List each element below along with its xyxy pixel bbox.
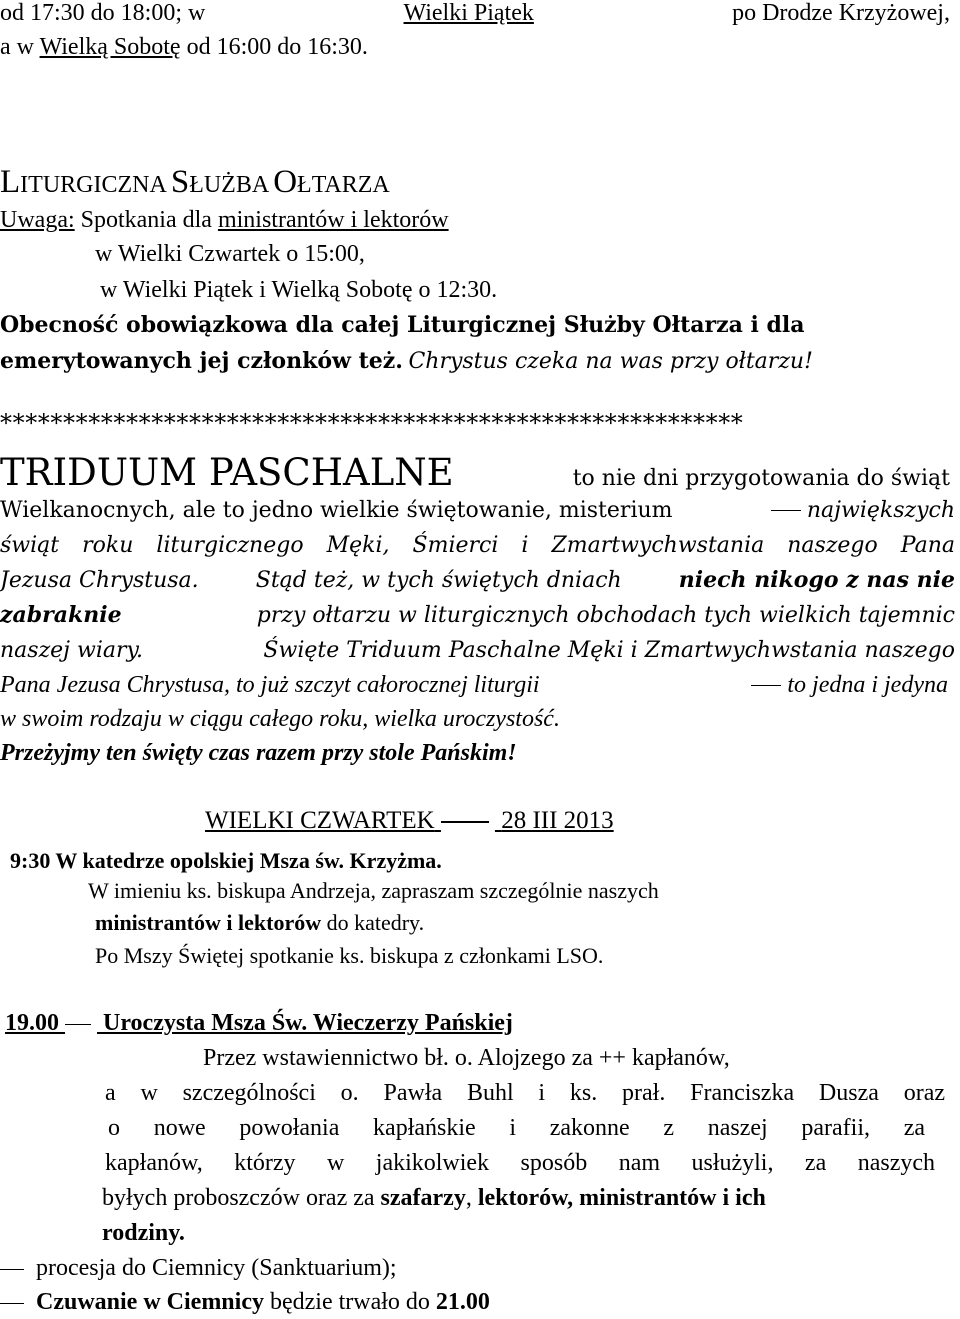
em-dash [751, 685, 781, 686]
text-segment: od 17:30 do 18:00; w [0, 0, 206, 26]
heading-date: 28 III 2013 [501, 807, 614, 834]
underlined-day: Wielki Piątek [403, 0, 534, 26]
after-mass-line: Po Mszy Świętej spotkanie ks. biskupa z członkami LSO. [95, 943, 604, 968]
text-segment: największych [806, 498, 955, 523]
heading-cap: O [273, 164, 298, 200]
text-segment: 21.00 [435, 1289, 490, 1315]
text-segment: niech nikogo z nas nie [678, 567, 955, 593]
intention-line-4: kapłanów, którzy w jakikolwiek sposób nam usłużyli, za naszych [105, 1150, 935, 1176]
intention-line-3: o nowe powołania kapłańskie i zakonne z naszej parafii, za [108, 1115, 925, 1141]
schedule-line-2 [0, 34, 368, 62]
text-segment: zabraknie [0, 602, 122, 628]
intention-line-1: Przez wstawiennictwo bł. o. Alojzego za ++ kapłanów, [203, 1045, 730, 1071]
chrism-mass-line: 9:30 W katedrze opolskiej Msza św. Krzyżma. [10, 848, 442, 873]
triduum-line-8: w swoim rodzaju w ciągu całego roku, wielka uroczystość. [0, 706, 560, 732]
text-segment: Czuwanie w Ciemnicy [36, 1289, 264, 1315]
text-segment: Jezusa Chrystusa. [0, 568, 199, 593]
text-segment: Stąd też, w tych świętych dniach [255, 568, 622, 593]
dash-group [751, 672, 948, 700]
text-segment: przy ołtarzu w liturgicznych obchodach tych wielkich tajemnic [256, 603, 955, 628]
lso-note [0, 207, 449, 235]
procession-line [0, 1255, 397, 1283]
text-segment: Wielkanocnych, ale to jedno wielkie świętowanie, misterium [0, 498, 673, 523]
text-segment: procesja do Ciemnicy (Sanktuarium); [36, 1255, 397, 1281]
text-segment: ministrantów i lektorów [95, 910, 322, 935]
triduum-line-5 [0, 603, 955, 628]
em-dash [771, 510, 801, 511]
text-segment: , [465, 1185, 472, 1211]
triduum-line-4 [0, 568, 955, 593]
triduum-title: TRIDUUM PASCHALNE [0, 451, 454, 494]
triduum-line-7 [0, 672, 948, 700]
vigil-line [0, 1289, 490, 1317]
christ-waits-text: Chrystus czeka na was przy ołtarzu! [408, 349, 813, 374]
heading-rest: ŁTARZA [297, 172, 390, 198]
note-link: ministrantów i lektorów [217, 207, 449, 233]
obligation-text: emerytowanych jej członków też. [0, 348, 403, 374]
text-segment: to jedna i jedyna [787, 672, 948, 698]
heading-text: WIELKI CZWARTEK [205, 807, 435, 834]
text-segment: to nie dni przygotowania do świąt [572, 466, 950, 491]
heading-cap: S [170, 164, 190, 200]
lso-heading [0, 164, 390, 202]
invite-line-2 [95, 910, 424, 935]
evening-time: 19.00 [5, 1010, 59, 1036]
note-text: Spotkania dla [80, 207, 212, 233]
evening-mass-heading [5, 1010, 513, 1038]
text-segment: naszej wiary. [0, 638, 143, 663]
text-segment: od 16:00 do 16:30. [186, 34, 368, 60]
text-segment: po Drodze Krzyżowej, [732, 0, 950, 26]
em-dash [65, 1024, 91, 1025]
text-segment: lektorów, ministrantów i ich [477, 1185, 766, 1211]
text-segment: a w [0, 34, 34, 60]
obligation-line-2 [0, 348, 813, 374]
meeting-friday-saturday: w Wielki Piątek i Wielką Sobotę o 12:30. [100, 277, 498, 303]
triduum-closing: Przeżyjmy ten święty czas razem przy stole Pańskim! [0, 740, 517, 766]
dash-group [771, 498, 955, 523]
dash-bullet [0, 1303, 24, 1304]
intention-line-2: a w szczególności o. Pawła Buhl i ks. prał. Franciszka Dusza oraz [105, 1080, 945, 1106]
text-segment: do katedry. [326, 910, 425, 935]
text-segment: byłych proboszczów oraz za [102, 1185, 375, 1211]
dash-bullet [0, 1269, 24, 1270]
heading-rest: ITURGICZNA [20, 172, 167, 198]
text-segment: będzie trwało do [269, 1289, 430, 1315]
heading-rest: ŁUŻBA [189, 172, 270, 198]
underlined-day: Wielką Sobotę [39, 34, 181, 60]
holy-thursday-heading [205, 807, 614, 836]
intention-line-6: rodziny. [102, 1220, 185, 1246]
meeting-thursday: w Wielki Czwartek o 15:00, [95, 241, 365, 267]
obligation-line-1: Obecność obowiązkowa dla całej Liturgicznej Służby Ołtarza i dla [0, 312, 805, 338]
triduum-line-6 [0, 638, 955, 663]
triduum-line-3: świąt roku liturgicznego Męki, Śmierci i Zmartwychwstania naszego Pana [0, 533, 955, 558]
text-segment: Pana Jezusa Chrystusa, to już szczyt całorocznej liturgii [0, 672, 540, 698]
schedule-line-1 [0, 0, 950, 28]
em-dash [441, 821, 489, 823]
triduum-line-2 [0, 498, 955, 523]
intention-line-5 [102, 1185, 766, 1213]
invite-line-1: W imieniu ks. biskupa Andrzeja, zapraszam szczególnie naszych [88, 878, 659, 903]
text-segment: Święte Triduum Paschalne Męki i Zmartwychwstania naszego [263, 638, 955, 663]
heading-cap: L [0, 164, 21, 200]
evening-title: Uroczysta Msza Św. Wieczerzy Pańskiej [103, 1010, 513, 1036]
asterisk-separator: *********************************************************** [0, 409, 744, 437]
note-label: Uwaga: [0, 207, 75, 233]
text-segment: szafarzy [380, 1185, 466, 1211]
triduum-line-1 [0, 452, 950, 495]
